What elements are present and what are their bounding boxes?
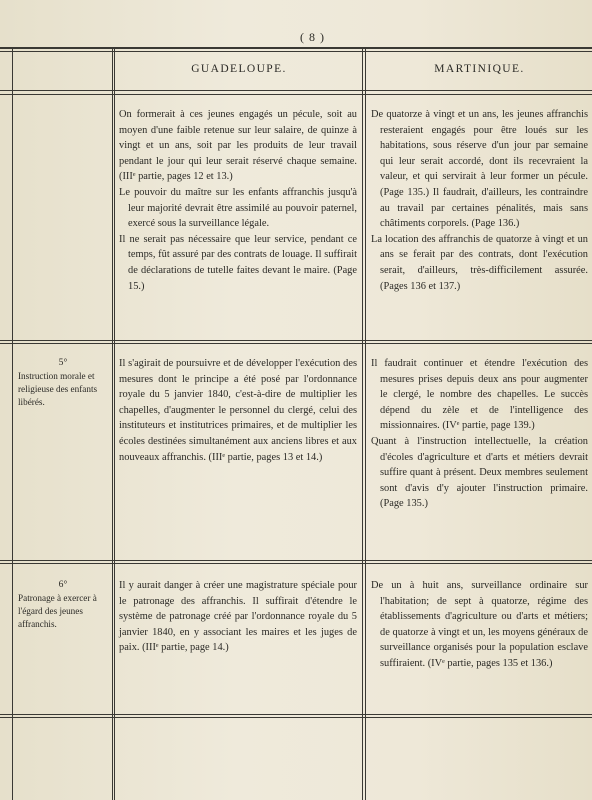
column-rule-2 [362, 48, 363, 800]
header-martinique: MARTINIQUE. [434, 63, 525, 75]
row-2-martinique [371, 356, 588, 512]
header-rule-2 [0, 94, 592, 95]
row-3-label [18, 578, 108, 631]
bottom-rule-2 [0, 717, 592, 718]
column-rule-1 [112, 48, 113, 800]
row-title: Patronage à exercer à l'égard des jeunes affranchis. [18, 593, 97, 629]
paragraph: On formerait à ces jeunes engagés un pécule, soit au moyen d'une faible retenue sur leur salaire, de quinze à vingt et un ans, soit par les produits de leur travail pendant le jour qui leur serait réservé chaque semaine. (IIIᵉ partie, pages 12 et 13.) [119, 109, 357, 183]
row-number: 6° [58, 579, 68, 590]
paragraph: La location des affranchis de quatorze à vingt et un ans se ferait par des contrats, dont l'exécution serait, d'ailleurs, très-difficilement assurée. (Pages 136 et 137.) [371, 233, 588, 292]
column-rule-2b [365, 48, 366, 800]
row-title: Instruction morale et religieuse des enfants libérés. [18, 371, 98, 407]
paragraph: Il y aurait danger à créer une magistrature spéciale pour le patronage des affranchis. Il suffirait d'étendre le système de patronage créé par l'ordonnance royale du 5 janvier 1840, en y associant les maires et les juges de paix. (IIIᵉ partie, page 14.) [119, 580, 357, 654]
column-rule-left [12, 48, 13, 800]
row-1-guadeloupe [119, 107, 357, 294]
row-3-martinique [371, 578, 588, 672]
bottom-rule [0, 714, 592, 715]
header-guadeloupe: GUADELOUPE. [191, 63, 287, 75]
paragraph: Il faudrait continuer et étendre l'exécution des mesures prises depuis deux ans pour augmenter le clergé, le nombre des chapelles. Le succès dépend du zèle et de l'intelligence des missionnaires. (IVᵉ partie, page 139.) [371, 358, 588, 432]
header-rule [0, 90, 592, 91]
paragraph: De quatorze à vingt et un ans, les jeunes affranchis resteraient engagés pour être loués sur les habitations, sous réserve d'un jour par semaine qui leur serait accordé, dont ils recevraient la valeur, et qui servirait à leur former un pécule. (Page 135.) Il faudrait, d'ailleurs, les contraindre au travail par certaines pénalités, mais sans châtiments corporels. (Page 136.) [371, 109, 588, 230]
paragraph: Il s'agirait de poursuivre et de développer l'exécution des mesures dont le principe a été posé par l'ordonnance royale du 5 janvier 1840, c'est-à-dire de multiplier les chapelles, d'augmenter le personnel du clergé, celui des instituteurs et institutrices primaires, et de multiplier les écoles destinées simultanément aux anciens libres et aux nouveaux affranchis. (IIIᵉ partie, pages 13 et 14.) [119, 358, 357, 463]
paragraph: Il ne serait pas nécessaire que leur service, pendant ce temps, fût assuré par des contrats de louage. Il suffirait de déclarations de tutelle faites devant le maire. (Page 15.) [119, 233, 357, 292]
paragraph: Le pouvoir du maître sur les enfants affranchis jusqu'à leur majorité devrait être assimilé au pouvoir paternel, exercé sous la surveillance légale. [119, 186, 357, 230]
column-rule-1b [114, 48, 115, 800]
row-separator-1b [0, 343, 592, 344]
paragraph: Quant à l'instruction intellectuelle, la création d'écoles d'agriculture et d'arts et métiers devrait suffire quant à présent. Deux membres seulement sont d'avis d'y ajouter l'instruction primaire. (Page 135.) [371, 435, 588, 510]
row-3-guadeloupe [119, 578, 357, 656]
top-rule-thin [0, 51, 592, 52]
row-separator-2 [0, 560, 592, 561]
row-2-label [18, 356, 108, 409]
row-1-martinique [371, 107, 588, 294]
page-number: ( 8 ) [300, 30, 325, 44]
paragraph: De un à huit ans, surveillance ordinaire sur l'habitation; de sept à quatorze, régime des établissements d'agriculture ou d'arts et métiers; de quatorze à vingt et un, les moyens généraux de surveillance organisés pour la population esclave suffiraient. (IVᵉ partie, pages 135 et 136.) [371, 580, 588, 669]
row-separator-1 [0, 340, 592, 341]
row-number: 5° [58, 357, 68, 368]
row-separator-2b [0, 563, 592, 564]
row-2-guadeloupe [119, 356, 357, 465]
top-rule [0, 47, 592, 49]
